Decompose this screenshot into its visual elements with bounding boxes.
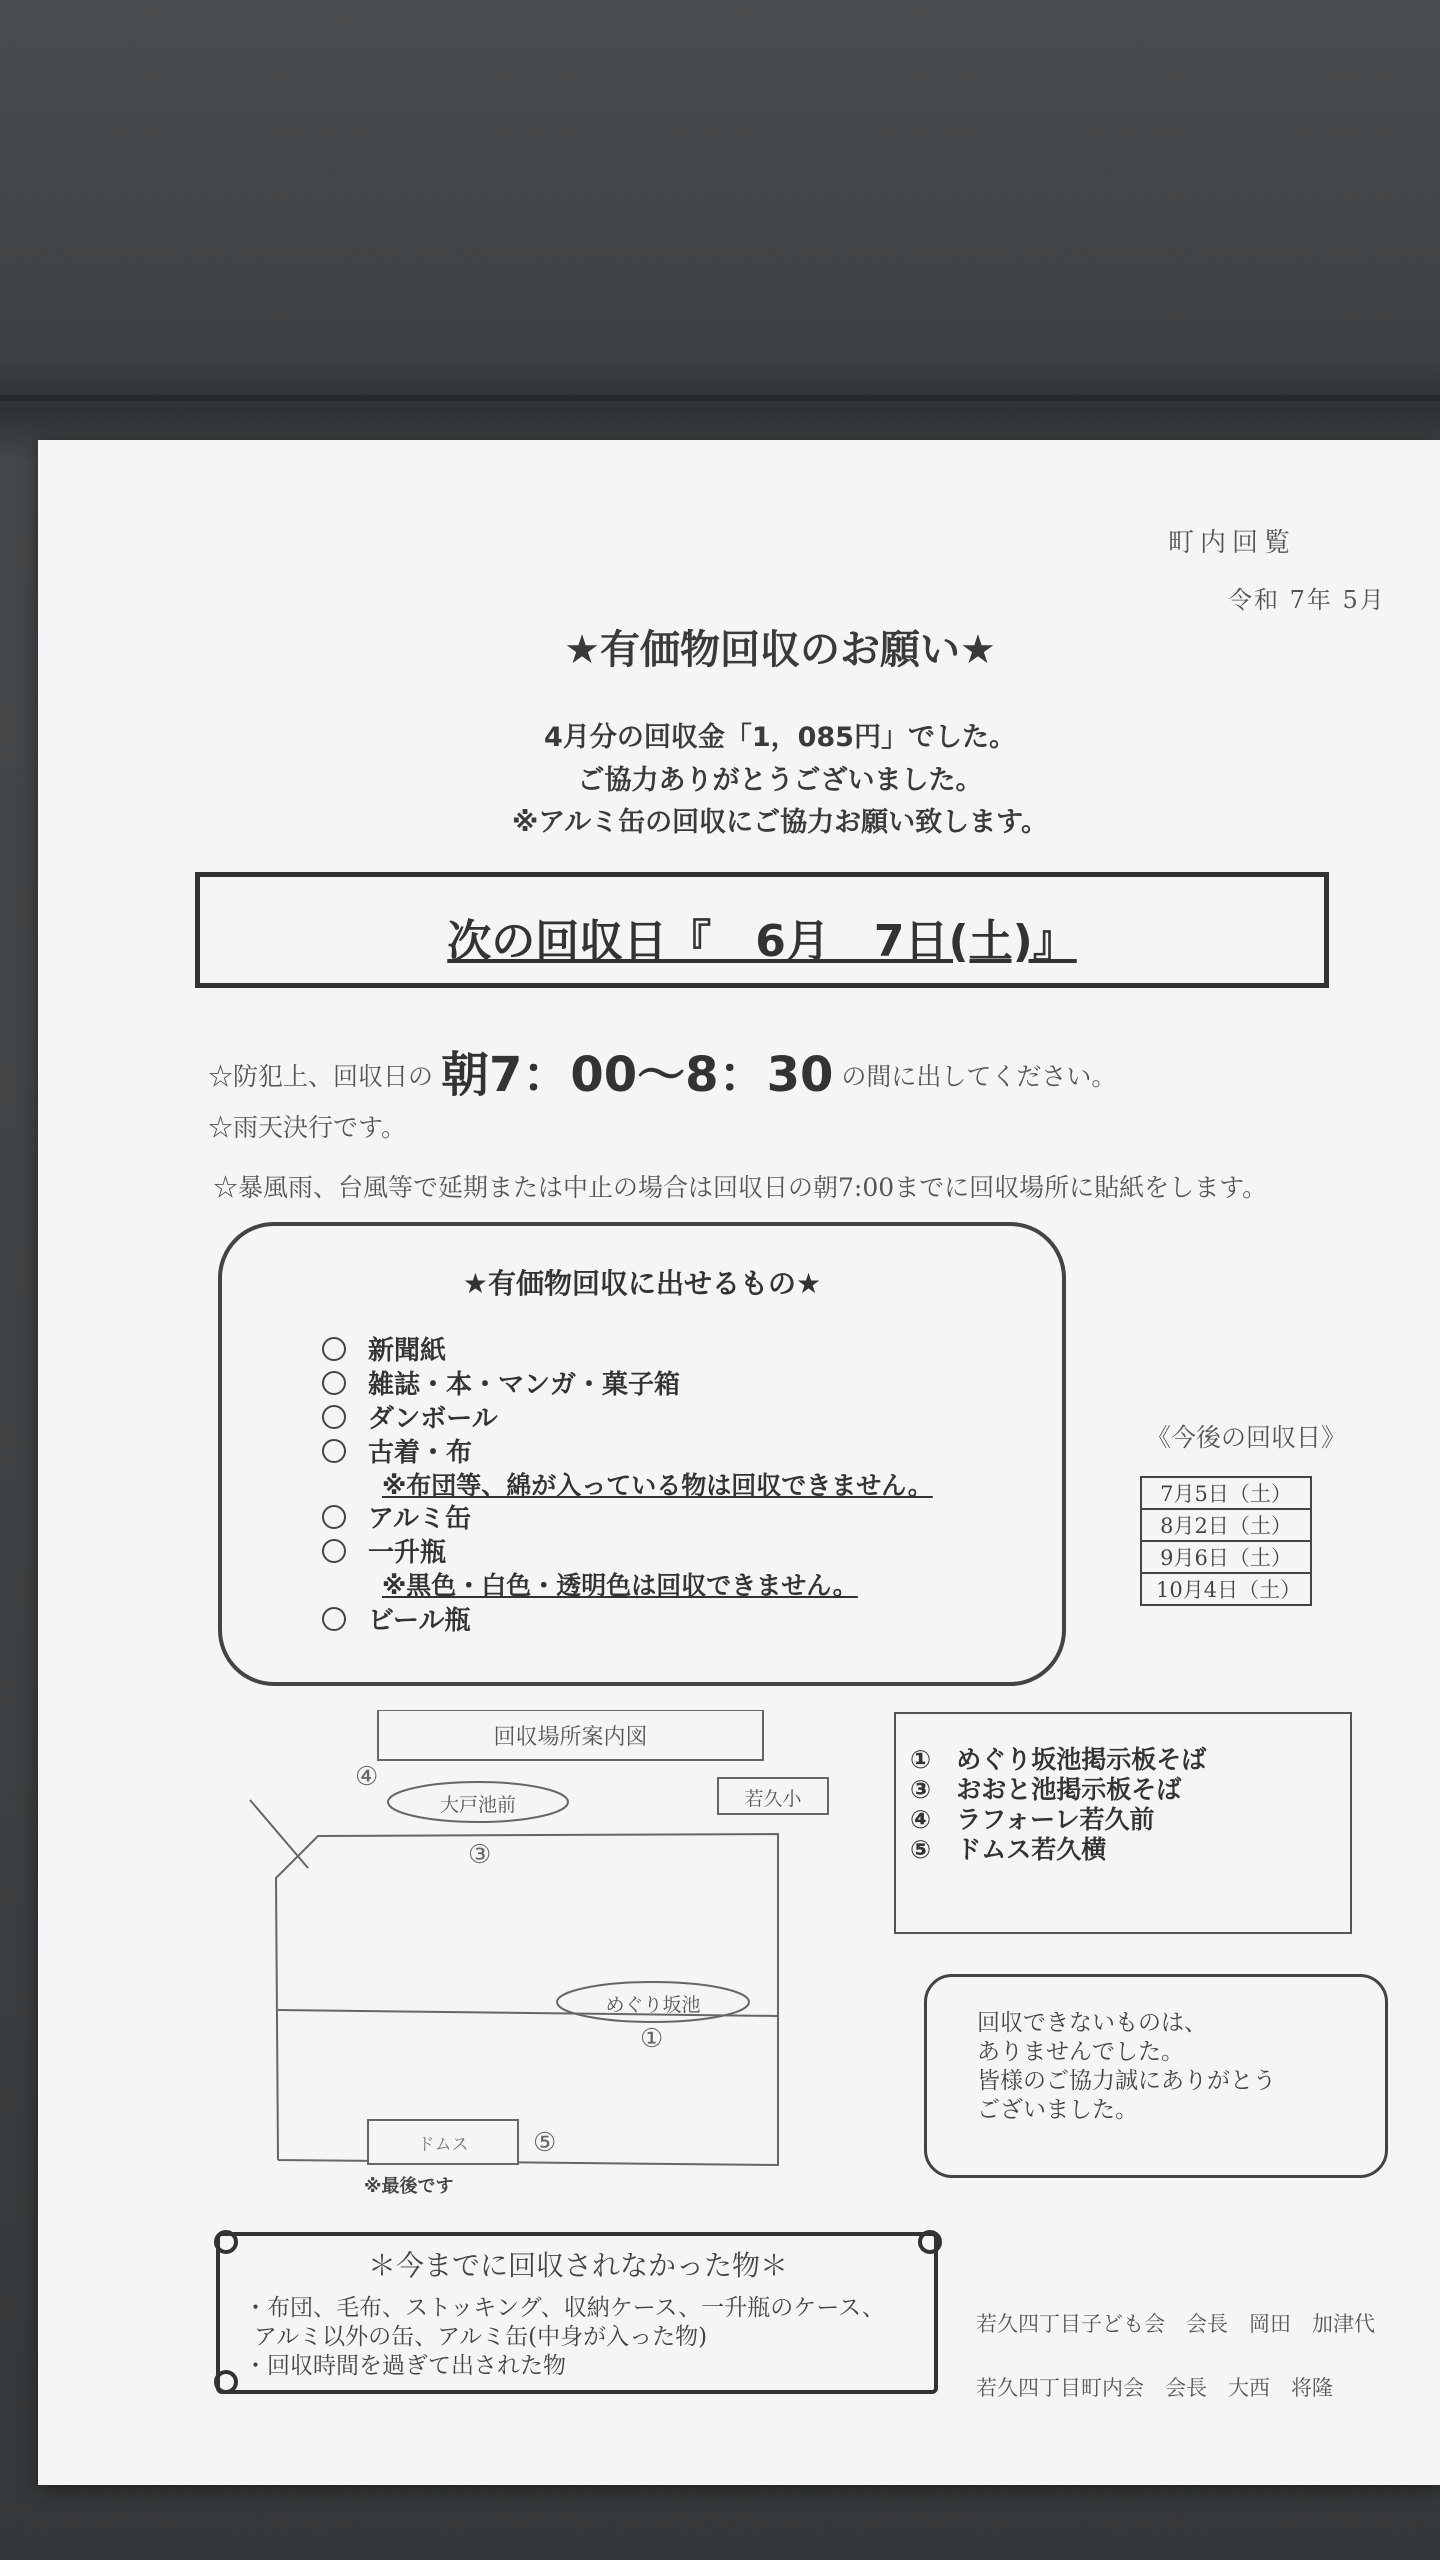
legend-row: ① めぐり坂池掲示板そば [910,1745,1207,1774]
storm-notice: ☆暴風雨、台風等で延期または中止の場合は回収日の朝7:00までに回収場所に貼紙をします。 [213,1173,1268,1202]
legend-row: ⑤ ドムス若久横 [910,1835,1107,1864]
items-box [218,1222,1066,1686]
schedule-date: 9月6日（土） [1141,1541,1311,1573]
issue-date: 令和 7年 5月 [1228,586,1386,614]
marker-1: ① [640,2024,664,2054]
marker-5: ⑤ [533,2128,557,2158]
time-notice [208,1036,1116,1105]
not-collected-scroll [208,2220,948,2398]
thanks-box [924,1974,1388,2178]
items-box-title: ★有価物回収に出せるもの★ [462,1267,822,1300]
next-collection-date: 次の回収日『 6月 7日(土)』 [447,916,1077,967]
bullet-circle-icon [322,1337,346,1361]
bottle-note: ※黒色・白色・透明色は回収できません。 [382,1571,858,1600]
location-legend [894,1712,1352,1934]
not-collected-title: ＊今までに回収されなかった物＊ [367,2249,788,2282]
location-map [128,1710,928,2210]
item-row: 一升瓶 [322,1532,446,1569]
schedule-date: 7月5日（土） [1141,1477,1311,1509]
time-suffix: の間に出してください。 [841,1062,1117,1091]
schedule-date: 8月2日（土） [1141,1509,1311,1541]
intro-line-1: 4月分の回収金「1，085円」でした。 [544,722,1016,753]
next-collection-box [195,872,1329,988]
thanks-text: 回収できないものは、 ありませんでした。 皆様のご協力誠にありがとう ございました。 [977,2010,1276,2123]
item-row: 雑誌・本・マンガ・菓子箱 [322,1364,680,1401]
schedule-table [1140,1476,1312,1606]
pond-label-meguri: めぐり坂池 [605,1994,701,2016]
signature-chonaikai: 若久四丁目町内会 会長 大西 将隆 [976,2376,1333,2400]
signature-kodomokai: 若久四丁目子ども会 会長 岡田 加津代 [976,2312,1375,2336]
bullet-circle-icon [322,1405,346,1429]
item-row: 古着・布 [322,1432,472,1469]
intro-line-2: ご協力ありがとうございました。 [577,765,983,796]
not-collected-list: ・布団、毛布、ストッキング、収納ケース、一升瓶のケース、 アルミ以外の缶、アルミ缶(中身が入った物) ・回収時間を過ぎて出された物 [244,2295,885,2379]
time-prefix: ☆防犯上、回収日の [208,1062,434,1091]
time-value: 朝7：00～8：30 [440,1047,834,1103]
legend-row: ③ おおと池掲示板そば [910,1775,1182,1804]
item-row: アルミ缶 [322,1498,471,1535]
circulation-label: 町内回覧 [1168,528,1297,558]
item-row: ビール瓶 [322,1600,470,1637]
bullet-circle-icon [322,1505,346,1529]
school-label: 若久小 [744,1788,802,1810]
last-stop-note: ※最後です [364,2176,454,2197]
bullet-circle-icon [322,1539,346,1563]
schedule-title: 《今後の回収日》 [1146,1423,1347,1452]
bullet-circle-icon [322,1371,346,1395]
bullet-circle-icon [322,1439,346,1463]
store-label: ドムス [417,2135,469,2155]
page-title: ★有価物回収のお願い★ [564,627,996,673]
intro-line-3: ※アルミ缶の回収にご協力お願い致します。 [511,807,1048,838]
schedule-date: 10月4日（土） [1141,1573,1311,1605]
cloth-note: ※布団等、綿が入っている物は回収できません。 [382,1471,933,1500]
legend-row: ④ ラフォーレ若久前 [910,1805,1155,1834]
flyer-paper [38,440,1440,2485]
pond-label-ooto: 大戸池前 [439,1794,516,1816]
map-title: 回収場所案内図 [493,1725,648,1750]
marker-3: ③ [468,1840,492,1870]
bullet-circle-icon [322,1607,346,1631]
item-row: 新聞紙 [322,1330,446,1367]
floor-seam [0,395,1440,401]
item-row: ダンボール [322,1398,498,1435]
marker-4: ④ [355,1762,379,1792]
rain-notice: ☆雨天決行です。 [208,1113,407,1142]
